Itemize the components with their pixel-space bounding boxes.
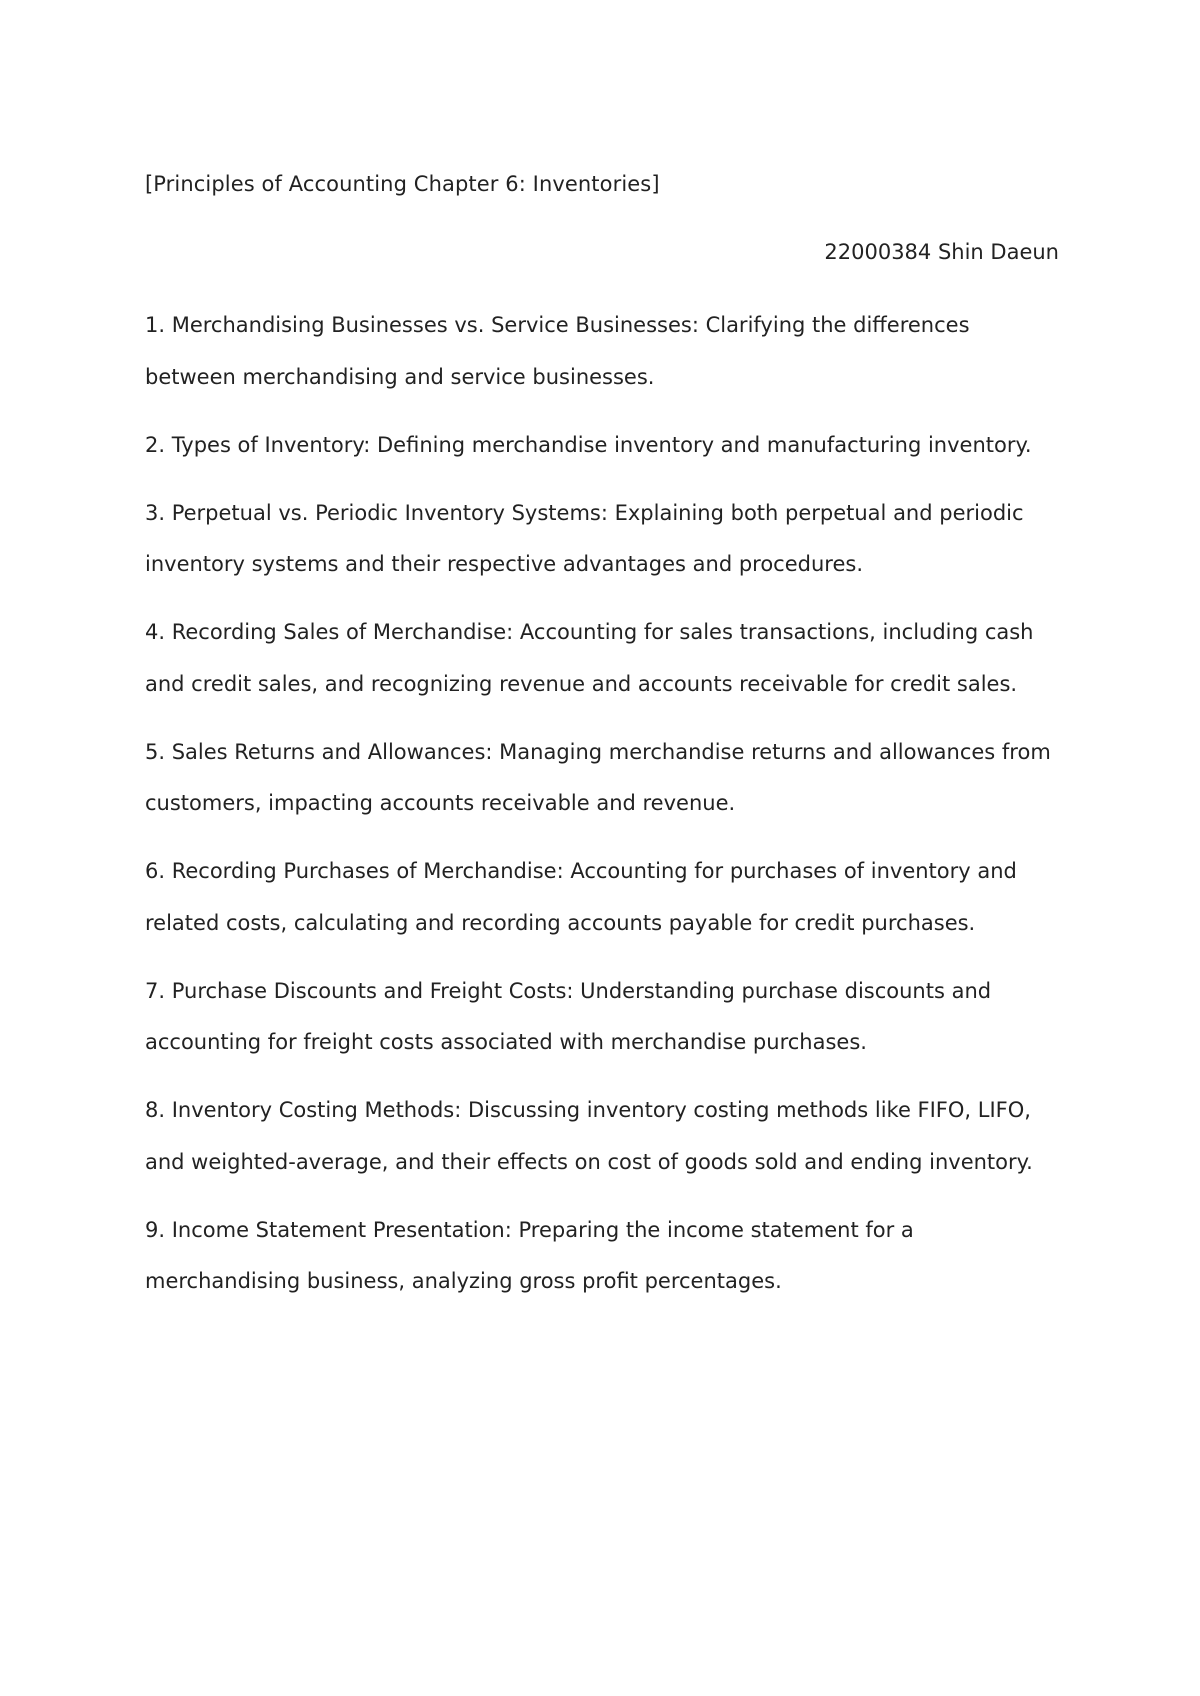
topic-item: 5. Sales Returns and Allowances: Managing merchandise returns and allowances from customers, impacting accounts receivable and revenue. [145, 739, 1051, 815]
topic-item: 9. Income Statement Presentation: Preparing the income statement for a merchandising business, analyzing gross profit percentages. [145, 1217, 914, 1293]
topic-item: 4. Recording Sales of Merchandise: Accounting for sales transactions, including cash and credit sales, and recognizing revenue and accounts receivable for credit sales. [145, 620, 1034, 696]
author-line: 22000384 Shin Daeun [824, 240, 1059, 264]
topic-item: 2. Types of Inventory: Defining merchandise inventory and manufacturing inventory. [145, 432, 1032, 457]
topic-item: 7. Purchase Discounts and Freight Costs: Understanding purchase discounts and accounting for freight costs associated with merchandise purchases. [145, 978, 992, 1054]
topic-item: 8. Inventory Costing Methods: Discussing inventory costing methods like FIFO, LIFO, and weighted-average, and their effects on cost of goods sold and ending inventory. [145, 1098, 1033, 1174]
topic-item: 3. Perpetual vs. Periodic Inventory Systems: Explaining both perpetual and periodic inventory systems and their respective advantages and procedures. [145, 500, 1024, 576]
topic-item: 6. Recording Purchases of Merchandise: Accounting for purchases of inventory and related costs, calculating and recording accounts payable for credit purchases. [145, 859, 1017, 935]
topic-item: 1. Merchandising Businesses vs. Service Businesses: Clarifying the differences between merchandising and service businesses. [145, 313, 970, 389]
document-title: [Principles of Accounting Chapter 6: Inventories] [145, 172, 660, 196]
topic-list [145, 300, 1063, 1324]
